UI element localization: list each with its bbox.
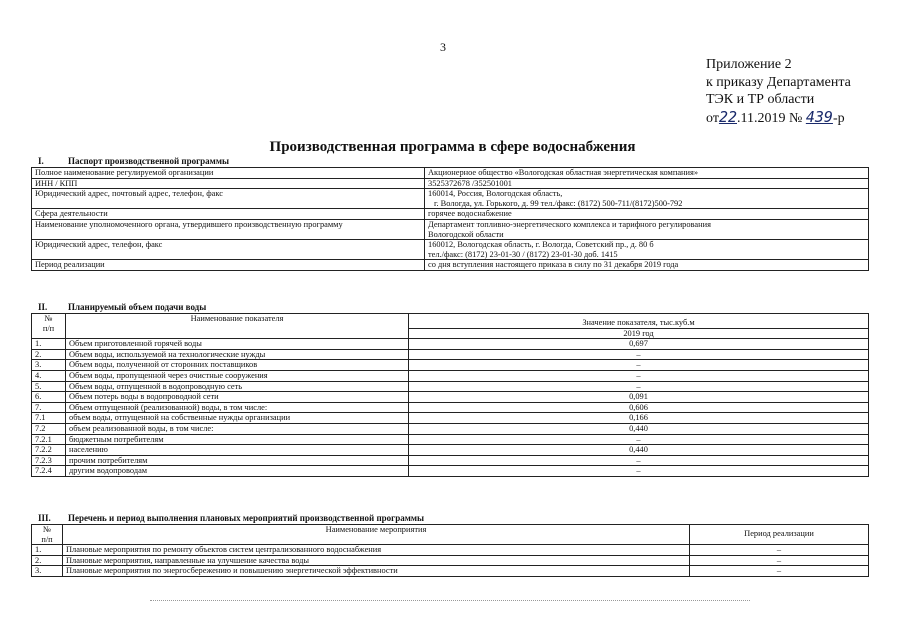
col-header-period: Период реализации (690, 525, 869, 545)
section-2-title: Планируемый объем подачи воды (68, 302, 207, 312)
document-title: Производственная программа в сфере водоснабжения (269, 139, 636, 155)
section-3-number: III. (38, 513, 51, 523)
row-number: 1. (32, 339, 66, 350)
passport-row (32, 209, 869, 220)
passport-table (31, 167, 869, 271)
table-header-row (32, 525, 869, 545)
col-header-number-2: п/п (42, 323, 55, 333)
row-name: объем воды, отпущенной на собственные нужды организации (66, 413, 409, 424)
order-number-handwritten: 439 (805, 107, 833, 126)
table-row (32, 360, 869, 371)
table-row (32, 402, 869, 413)
passport-value-line: 3525372678 /352501001 (428, 178, 512, 188)
table-row (32, 339, 869, 350)
order-suffix: -р (832, 110, 845, 126)
row-name: Объем воды, используемой на технологические нужды (66, 349, 409, 360)
row-name: Плановые мероприятия, направленные на улучшение качества воды (63, 555, 690, 566)
row-value: – (409, 360, 869, 371)
passport-value-line: Департамент топливно-энергетического комплекса и тарифного регулирования (428, 219, 711, 229)
row-number: 1. (32, 545, 63, 556)
table-row (32, 466, 869, 477)
passport-value-line: со дня вступления настоящего приказа в силу по 31 декабря 2019 года (428, 260, 679, 270)
passport-row (32, 178, 869, 189)
passport-value (425, 219, 869, 239)
row-period: – (690, 545, 869, 556)
row-value: – (409, 349, 869, 360)
row-period: – (690, 555, 869, 566)
col-header-number (32, 525, 63, 545)
appendix-block (706, 56, 851, 127)
passport-value-line: Акционерное общество «Вологодская областная энергетическая компания» (428, 168, 699, 177)
row-number: 7.1 (32, 413, 66, 424)
row-value: – (409, 466, 869, 477)
col-header-number-1: № (43, 525, 51, 534)
section-1-title: Паспорт производственной программы (68, 156, 229, 166)
table-header-row (32, 314, 869, 329)
row-name: прочим потребителям (66, 455, 409, 466)
row-name: Плановые мероприятия по ремонту объектов систем централизованного водоснабжения (63, 545, 690, 556)
date-day-handwritten: 22 (718, 107, 737, 126)
passport-value (425, 189, 869, 209)
row-number: 4. (32, 370, 66, 381)
section-1-number: I. (38, 156, 44, 166)
row-value: 0,440 (409, 423, 869, 434)
appendix-line-3: ТЭК и ТР области (706, 92, 815, 107)
page-number: 3 (440, 40, 446, 54)
passport-value (425, 178, 869, 189)
row-name: Объем воды, пропущенной через очистные сооружения (66, 370, 409, 381)
row-name: объем реализованной воды, в том числе: (66, 423, 409, 434)
row-number: 3. (32, 566, 63, 577)
date-rest: .11.2019 № (737, 110, 803, 126)
table-row (32, 423, 869, 434)
table-row (32, 434, 869, 445)
row-number: 7.2.4 (32, 466, 66, 477)
row-value: 0,166 (409, 413, 869, 424)
passport-value-line: 160012, Вологодская область, г. Вологда, Советский пр., д. 80 б (428, 240, 654, 250)
table-row (32, 413, 869, 424)
passport-row (32, 168, 869, 179)
table-row (32, 370, 869, 381)
row-name: бюджетным потребителям (66, 434, 409, 445)
section-2-heading (38, 302, 206, 312)
row-number: 2. (32, 349, 66, 360)
row-number: 2. (32, 555, 63, 566)
table-row (32, 455, 869, 466)
col-header-number-2: п/п (41, 534, 53, 544)
passport-label: Сфера деятельности (32, 209, 425, 220)
passport-label: Юридический адрес, телефон, факс (32, 240, 425, 260)
appendix-date-line (706, 109, 851, 128)
row-value: – (409, 455, 869, 466)
row-name: Объем воды, отпущенной в водопроводную сеть (66, 381, 409, 392)
table-row (32, 566, 869, 577)
passport-value (425, 209, 869, 220)
measures-table (31, 524, 869, 577)
row-period: – (690, 566, 869, 577)
col-header-name: Наименование показателя (66, 314, 409, 339)
passport-value-line-2: Вологодской области (428, 229, 504, 239)
section-1-heading (38, 156, 229, 166)
passport-row (32, 240, 869, 260)
passport-value-line-2: г. Вологда, ул. Горького, д. 99 тел./факс: (8172) 500-711/(8172)500-792 (434, 198, 683, 208)
passport-label: Юридический адрес, почтовый адрес, телефон, факс (32, 189, 425, 209)
row-value: 0,440 (409, 445, 869, 456)
row-number: 5. (32, 381, 66, 392)
table-row (32, 349, 869, 360)
passport-value-line-2: тел./факс: (8172) 23-01-30 / (8172) 23-01-30 доб. 1415 (428, 249, 618, 259)
date-prefix: от (706, 110, 719, 126)
col-header-value: Значение показателя, тыс.куб.м (409, 314, 869, 329)
col-header-number (32, 314, 66, 339)
section-3-title: Перечень и период выполнения плановых мероприятий производственной программы (68, 513, 425, 523)
appendix-line-1: Приложение 2 (706, 57, 792, 72)
table-row (32, 392, 869, 403)
passport-value (425, 168, 869, 179)
row-name: другим водопроводам (66, 466, 409, 477)
water-volume-table (31, 313, 869, 477)
table-row (32, 445, 869, 456)
passport-row (32, 219, 869, 239)
row-name: Объем приготовленной горячей воды (66, 339, 409, 350)
row-name: населению (66, 445, 409, 456)
row-number: 7.2 (32, 423, 66, 434)
passport-label: Полное наименование регулируемой организации (32, 168, 425, 179)
row-value: 0,091 (409, 392, 869, 403)
row-number: 7.2.3 (32, 455, 66, 466)
row-name: Объем воды, полученной от сторонних поставщиков (66, 360, 409, 371)
col-header-year: 2019 год (409, 328, 869, 339)
table-row (32, 381, 869, 392)
row-number: 7.2.2 (32, 445, 66, 456)
passport-label: ИНН / КПП (32, 178, 425, 189)
row-name: Объем потерь воды в водопроводной сети (66, 392, 409, 403)
col-header-number-1: № (44, 314, 53, 323)
section-2-number: II. (38, 302, 48, 312)
passport-value-line: 160014, Россия, Вологодская область, (428, 189, 563, 199)
passport-label: Наименование уполномоченного органа, утвердившего производственную программу (32, 219, 425, 239)
row-number: 6. (32, 392, 66, 403)
appendix-line-2: к приказу Департамента (706, 74, 851, 90)
passport-value (425, 240, 869, 260)
passport-label: Период реализации (32, 260, 425, 271)
table-row (32, 545, 869, 556)
passport-row (32, 260, 869, 271)
row-name: Плановые мероприятия по энергосбережению и повышению энергетической эффективности (63, 566, 690, 577)
col-header-measure: Наименование мероприятия (63, 525, 690, 545)
passport-row (32, 189, 869, 209)
row-value: 0,606 (409, 402, 869, 413)
row-value: – (409, 370, 869, 381)
table-row (32, 555, 869, 566)
row-number: 7. (32, 402, 66, 413)
row-number: 7.2.1 (32, 434, 66, 445)
section-3-heading (38, 513, 424, 523)
row-number: 3. (32, 360, 66, 371)
footer-divider (150, 600, 750, 601)
passport-value-line: горячее водоснабжение (428, 209, 512, 219)
passport-value (425, 260, 869, 271)
row-value: – (409, 381, 869, 392)
row-value: – (409, 434, 869, 445)
row-name: Объем отпущенной (реализованной) воды, в том числе: (66, 402, 409, 413)
row-value: 0,697 (409, 339, 869, 350)
